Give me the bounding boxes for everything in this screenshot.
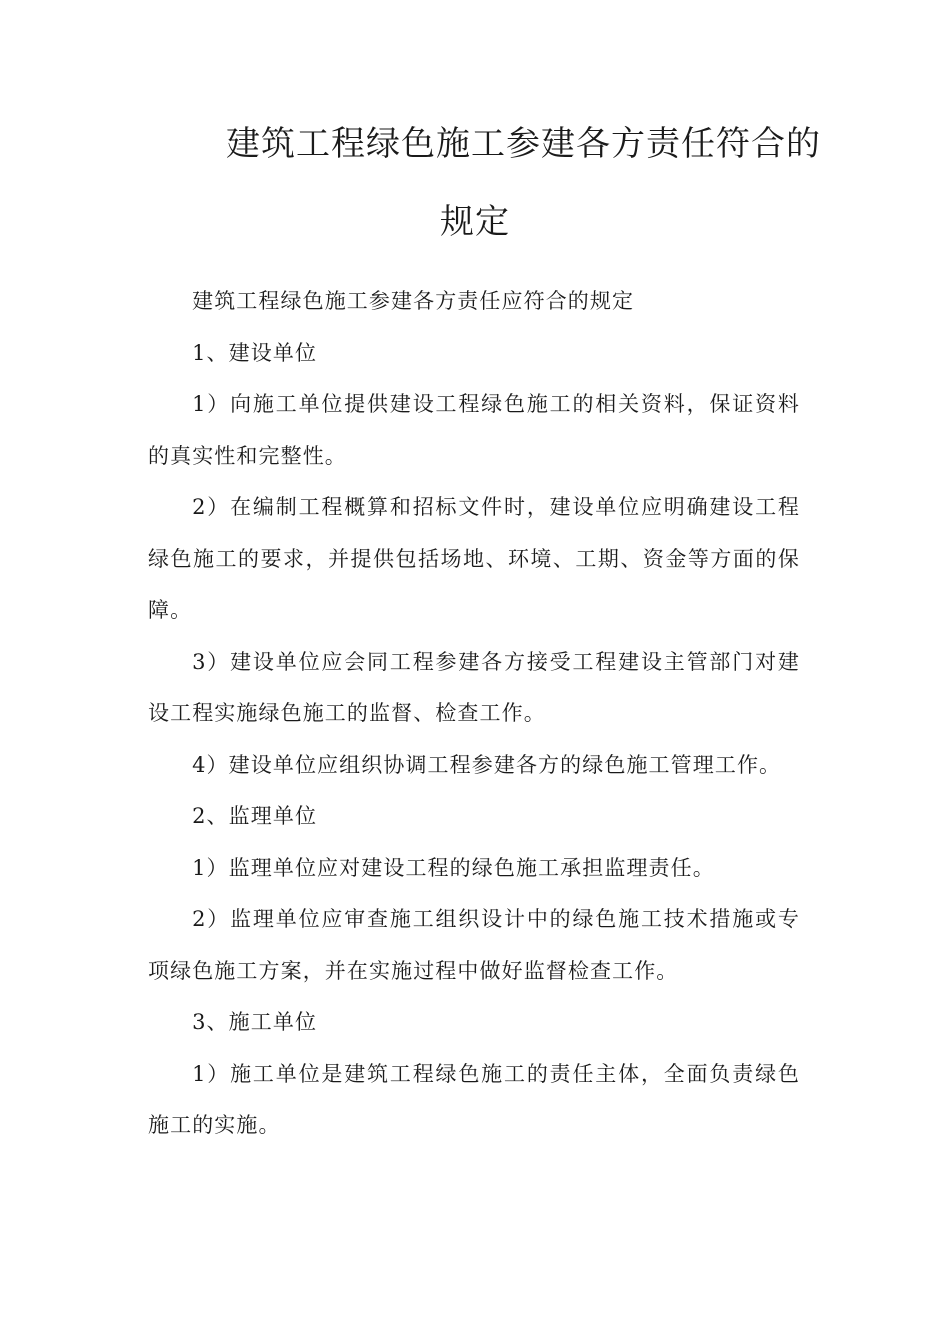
document-title-line-1: 建筑工程绿色施工参建各方责任符合的 [226,124,821,164]
body-paragraph: 1）施工单位是建筑工程绿色施工的责任主体，全面负责绿色施工的实施。 [148,1061,800,1137]
body-paragraph: 2）在编制工程概算和招标文件时，建设单位应明确建设工程绿色施工的要求，并提供包括场地、环境、工期、资金等方面的保障。 [148,495,800,622]
section-heading-supervision-unit: 2、监理单位 [192,804,318,828]
document-title-line-2: 规定 [440,202,510,242]
body-paragraph: 2）监理单位应审查施工组织设计中的绿色施工技术措施或专项绿色施工方案，并在实施过程中做好监督检查工作。 [148,907,800,983]
document-body [148,276,800,1152]
body-paragraph: 3）建设单位应会同工程参建各方接受工程建设主管部门对建设工程实施绿色施工的监督、检查工作。 [148,649,800,725]
section-heading-construction-unit: 1、建设单位 [192,340,318,365]
body-paragraph: 建筑工程绿色施工参建各方责任应符合的规定 [192,289,635,313]
body-paragraph: 4）建设单位应组织协调工程参建各方的绿色施工管理工作。 [192,752,782,777]
body-paragraph: 1）向施工单位提供建设工程绿色施工的相关资料，保证资料的真实性和完整性。 [148,392,800,468]
section-heading-contractor-unit: 3、施工单位 [192,1010,318,1034]
body-paragraph: 1）监理单位应对建设工程的绿色施工承担监理责任。 [192,855,715,880]
